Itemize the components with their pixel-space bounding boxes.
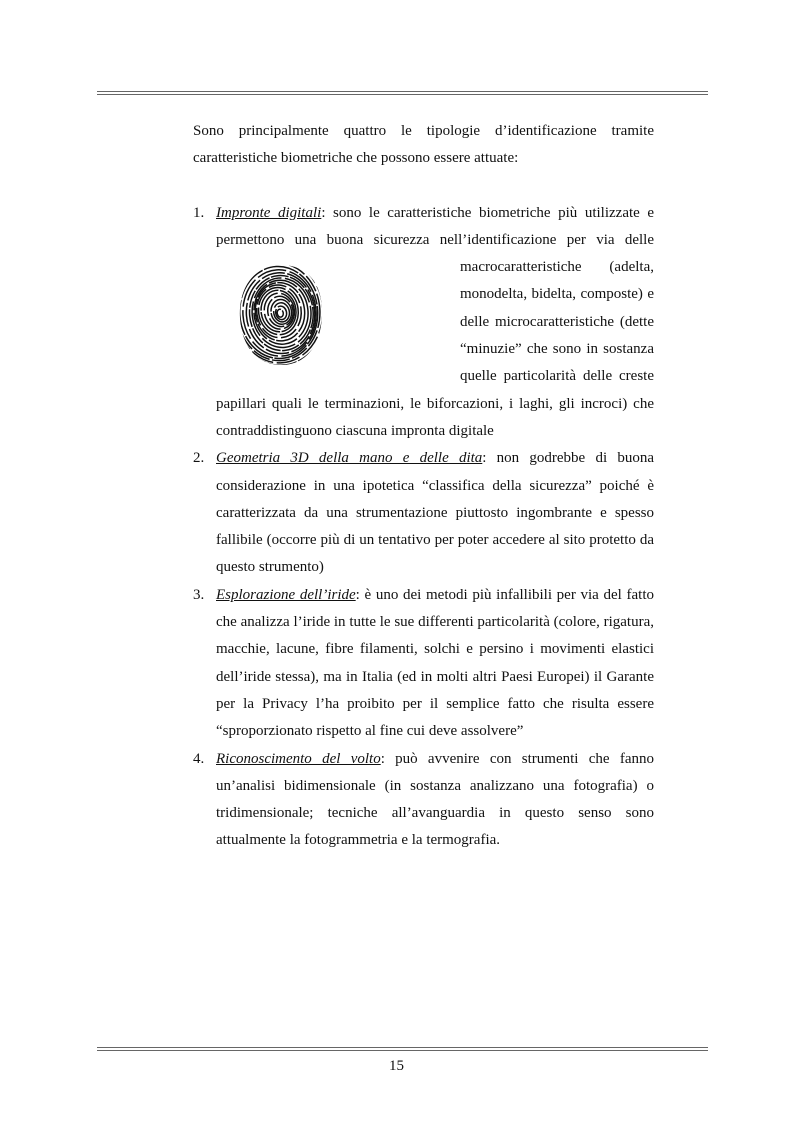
page-number: 15 (389, 1058, 404, 1074)
page-body (193, 118, 654, 855)
item-text: : è uno dei metodi più infallibili per via del fatto che analizza l’iride in tutte le sue differenti particolarità (colore, rigatura, macchie, lacune, fibre filamenti, solchi e persino i movimenti elastici dell’iride stessa), ma in Italia (ed in molti altri Paesi Europei) il Garante per la Privacy l’ha proibito per il semplice fatto che risulta essere “sproporzionato rispetto al fine cui deve assolvere” (216, 586, 654, 740)
fingerprint-icon (236, 262, 326, 368)
intro-paragraph: Sono principalmente quattro le tipologie d’identificazione tramite caratteristiche biometriche che possono essere attuate: (193, 123, 654, 167)
list-item-impronte (193, 200, 654, 446)
list-number: 4. (193, 750, 205, 767)
term-impronte-digitali: Impronte digitali (216, 204, 322, 221)
fingerprint-figure (216, 254, 442, 390)
list-item-volto (193, 746, 654, 855)
item-rest-text: macrocaratteristiche (adelta, monodelta, bidelta, composte) e delle microcaratteristiche (dette “minuzie” che sono in sostanza quelle particolarità delle creste papillari quali le terminazioni, le biforcazioni, i laghi, gli incroci) che contraddistinguono ciascuna impronta digitale (216, 259, 654, 439)
item-text: : può avvenire con strumenti che fanno un’analisi bidimensionale (in sostanza analizzano una fotografia) o tridimensionale; tecniche all’avanguardia in questo senso sono attualmente la fotogrammetria e la termografia. (216, 750, 654, 849)
header-rule (97, 91, 708, 95)
biometric-list (193, 200, 654, 855)
list-item-geometria (193, 445, 654, 581)
item-lead-text: : sono le caratteristiche biometriche più utilizzate e permettono una buona sicurezza nell’identificazione per via delle (216, 204, 655, 248)
list-number: 3. (193, 586, 205, 603)
footer-rule (97, 1047, 708, 1051)
list-number: 2. (193, 450, 205, 467)
list-item-iride (193, 582, 654, 746)
term-riconoscimento-volto: Riconoscimento del volto (216, 750, 381, 767)
term-esplorazione-iride: Esplorazione dell’iride (216, 586, 356, 603)
term-geometria-mano: Geometria 3D della mano e delle dita (216, 450, 483, 467)
item-text: : non godrebbe di buona considerazione in una ipotetica “classifica della sicurezza” poiché è caratterizzata da una strumentazione piuttosto ingombrante e spesso fallibile (occorre più di un tentativo per poter accedere al sito protetto da questo strumento) (216, 450, 654, 576)
list-number: 1. (193, 204, 205, 221)
